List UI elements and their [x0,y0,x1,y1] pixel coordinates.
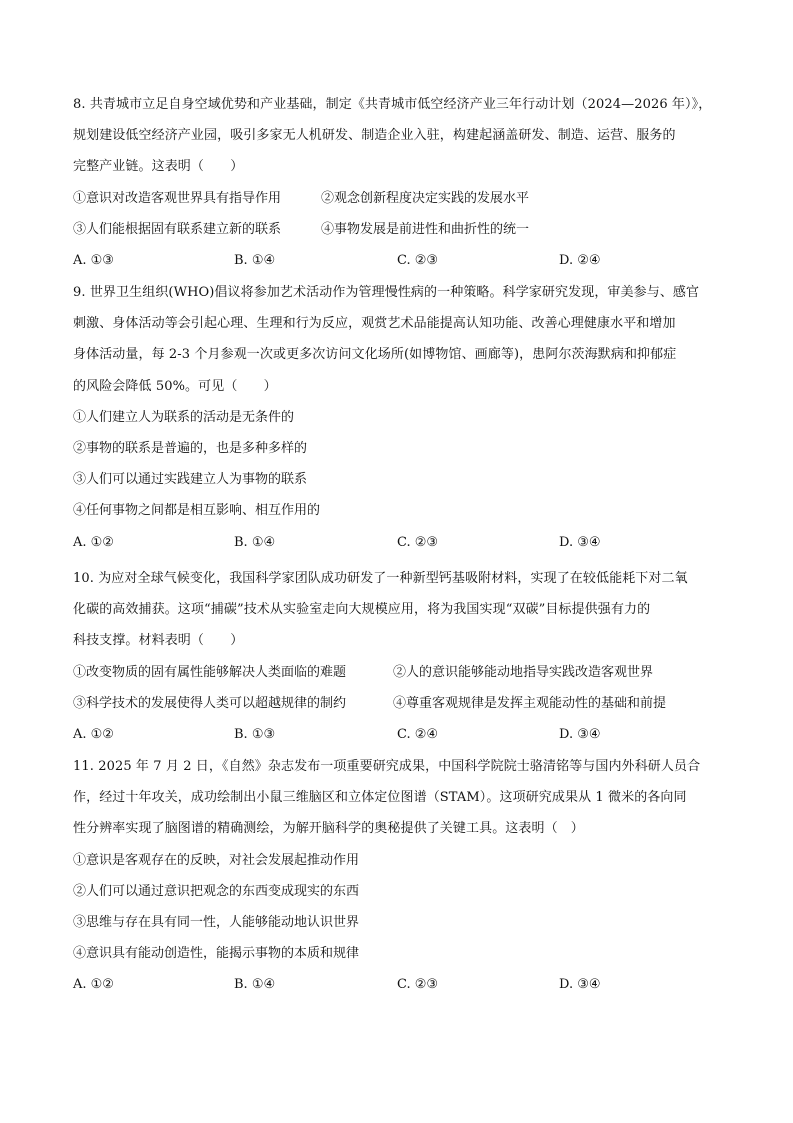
option-4: ④任何事物之间都是相互影响、相互作用的 [73,503,321,519]
option-1: ①改变物质的固有属性能够解决人类面临的难题 [73,664,347,680]
option-4: ④尊重客观规律是发挥主观能动性的基础和前提 [393,695,667,711]
answer-choices [73,245,728,276]
answer-choices [73,969,728,1000]
option-row [73,688,728,719]
option-2: ②观念创新程度决定实践的发展水平 [321,190,530,206]
answer-choice-c: C. ②③ [397,977,439,993]
question-9 [73,277,728,558]
answer-choices [73,527,728,558]
question-stem-line: 9. 世界卫生组织(WHO)倡议将参加艺术活动作为管理慢性病的一种策略。科学家研究发现，审美参与、感官 [73,285,700,300]
answer-choice-d: D. ②④ [559,252,601,268]
question-stem-line: 作，经过十年攻关，成功绘制出小鼠三维脑区和立体定位图谱（STAM）。这项研究成果从 1 微米的各向同 [73,790,687,806]
answer-choices [73,719,728,750]
answer-choice-d: D. ③④ [559,977,601,993]
option-3: ③科学技术的发展使得人类可以超越规律的制约 [73,695,347,711]
question-stem-line: 10. 为应对全球气候变化，我国科学家团队成功研发了一种新型钙基吸附材料，实现了在较低能耗下对二氧 [73,571,688,586]
option-3: ③思维与存在具有同一性，人能够能动地认识世界 [73,914,360,930]
answer-choice-b: B. ①④ [234,977,276,993]
answer-choice-a: A. ①② [73,726,114,742]
question-stem-line: 科技支撑。材料表明（ ） [73,633,244,649]
question-stem-line: 8. 共青城市立足自身空域优势和产业基础，制定《共青城市低空经济产业三年行动计划（2024—2026 年）》， [73,97,712,112]
question-stem-line: 11. 2025 年 7 月 2 日，《自然》杂志发布一项重要研究成果，中国科学院院士骆清铭等与国内外科研人员合 [73,759,701,774]
answer-choice-a: A. ①③ [73,252,114,268]
question-stem-line: 的风险会降低 50%。可见（ ） [73,378,277,394]
option-4: ④意识具有能动创造性，能揭示事物的本质和规律 [73,946,360,962]
option-row [73,657,728,688]
question-stem-line: 身体活动量，每 2-3 个月参观一次或更多次访问文化场所(如博物馆、画廊等)，患阿尔茨海默病和抑郁症 [73,347,677,363]
answer-choice-b: B. ①③ [234,726,276,742]
answer-choice-a: A. ①② [73,534,114,550]
answer-choice-a: A. ①② [73,977,114,993]
option-3: ③人们能根据固有联系建立新的联系 [73,221,282,237]
question-stem-line: 刺激、身体活动等会引起心理、生理和行为反应，观赏艺术品能提高认知功能、改善心理健康水平和增加 [73,316,676,332]
question-stem-line: 规划建设低空经济产业园，吸引多家无人机研发、制造企业入驻，构建起涵盖研发、制造、运营、服务的 [73,128,676,144]
answer-choice-c: C. ②③ [397,534,439,550]
question-stem-line: 完整产业链。这表明（ ） [73,159,244,175]
option-row [73,214,728,245]
question-11 [73,751,728,1001]
option-2: ②人们可以通过意识把观念的东西变成现实的东西 [73,883,360,899]
option-row [73,183,728,214]
answer-choice-c: C. ②④ [397,726,439,742]
answer-choice-c: C. ②③ [397,252,439,268]
option-1: ①意识对改造客观世界具有指导作用 [73,190,282,206]
option-1: ①意识是客观存在的反映，对社会发展起推动作用 [73,852,360,868]
question-10 [73,563,728,750]
question-8 [73,89,728,276]
option-2: ②事物的联系是普遍的，也是多种多样的 [73,440,308,456]
option-2: ②人的意识能够能动地指导实践改造客观世界 [393,664,654,680]
answer-choice-d: D. ③④ [559,726,601,742]
question-stem-line: 性分辨率实现了脑图谱的精确测绘，为解开脑科学的奥秘提供了关键工具。这表明（ ） [73,821,584,837]
answer-choice-b: B. ①④ [234,534,276,550]
option-3: ③人们可以通过实践建立人为事物的联系 [73,472,308,488]
option-1: ①人们建立人为联系的活动是无条件的 [73,409,295,425]
option-4: ④事物发展是前进性和曲折性的统一 [321,221,530,237]
question-stem-line: 化碳的高效捕获。这项“捕碳”技术从实验室走向大规模应用，将为我国实现“双碳”目标提供强有力的 [73,602,651,618]
answer-choice-d: D. ③④ [559,534,601,550]
answer-choice-b: B. ①④ [234,252,276,268]
